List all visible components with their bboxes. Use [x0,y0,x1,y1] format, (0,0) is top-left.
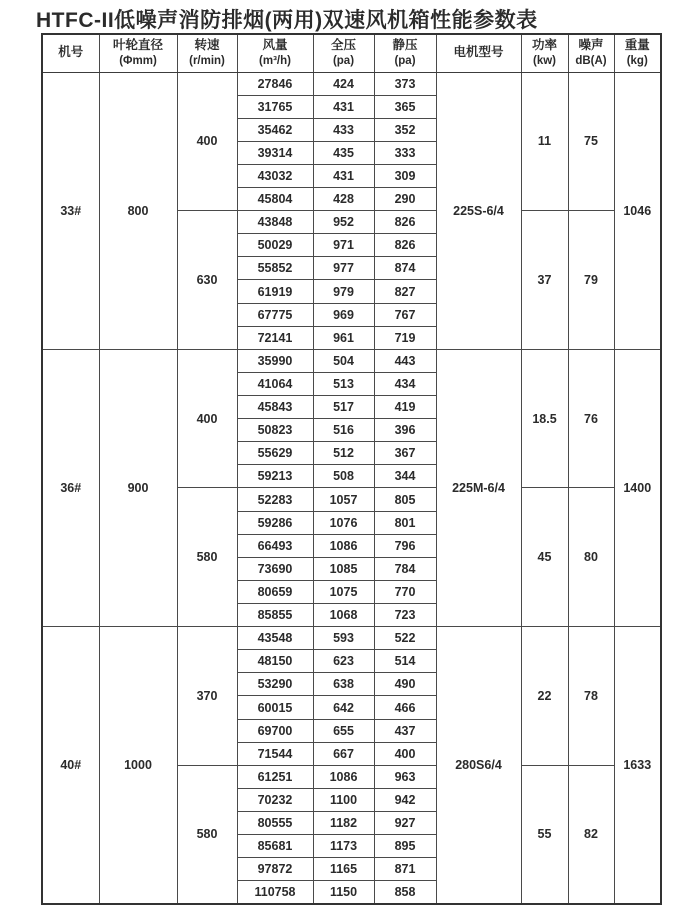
airflow-cell: 61919 [237,280,313,303]
noise-cell: 80 [568,488,614,627]
static-pressure-cell: 770 [374,580,436,603]
power-cell: 11 [521,72,568,211]
airflow-cell: 43548 [237,627,313,650]
total-pressure-cell: 977 [313,257,374,280]
airflow-cell: 31765 [237,95,313,118]
static-pressure-cell: 333 [374,141,436,164]
static-pressure-cell: 871 [374,858,436,881]
total-pressure-cell: 1086 [313,534,374,557]
total-pressure-cell: 424 [313,72,374,95]
airflow-cell: 71544 [237,742,313,765]
static-pressure-cell: 805 [374,488,436,511]
power-cell: 55 [521,765,568,904]
static-pressure-cell: 367 [374,442,436,465]
airflow-cell: 55629 [237,442,313,465]
airflow-cell: 85681 [237,835,313,858]
static-pressure-cell: 796 [374,534,436,557]
airflow-cell: 97872 [237,858,313,881]
airflow-cell: 50823 [237,419,313,442]
airflow-cell: 72141 [237,326,313,349]
airflow-cell: 60015 [237,696,313,719]
airflow-cell: 52283 [237,488,313,511]
airflow-cell: 35990 [237,349,313,372]
col-header-machine: 机号 [42,34,99,72]
static-pressure-cell: 309 [374,164,436,187]
total-pressure-cell: 1086 [313,765,374,788]
total-pressure-cell: 431 [313,164,374,187]
total-pressure-cell: 513 [313,372,374,395]
airflow-cell: 43848 [237,211,313,234]
static-pressure-cell: 373 [374,72,436,95]
table-body [42,72,661,904]
weight-cell: 1400 [614,349,661,626]
rpm-cell: 370 [177,627,237,766]
airflow-cell: 27846 [237,72,313,95]
total-pressure-cell: 1057 [313,488,374,511]
total-pressure-cell: 638 [313,673,374,696]
noise-cell: 79 [568,211,614,350]
airflow-cell: 70232 [237,788,313,811]
total-pressure-cell: 969 [313,303,374,326]
total-pressure-cell: 1150 [313,881,374,904]
static-pressure-cell: 443 [374,349,436,372]
airflow-cell: 80659 [237,580,313,603]
static-pressure-cell: 963 [374,765,436,788]
static-pressure-cell: 490 [374,673,436,696]
col-header-airflow: 风量 (m³/h) [237,34,313,72]
col-header-diameter: 叶轮直径 (Φmm) [99,34,177,72]
static-pressure-cell: 466 [374,696,436,719]
noise-cell: 82 [568,765,614,904]
col-header-power: 功率 (kw) [521,34,568,72]
static-pressure-cell: 858 [374,881,436,904]
airflow-cell: 59286 [237,511,313,534]
total-pressure-cell: 952 [313,211,374,234]
static-pressure-cell: 874 [374,257,436,280]
static-pressure-cell: 396 [374,419,436,442]
static-pressure-cell: 290 [374,188,436,211]
static-pressure-cell: 801 [374,511,436,534]
total-pressure-cell: 655 [313,719,374,742]
motor-cell: 225M-6/4 [436,349,521,626]
total-pressure-cell: 1100 [313,788,374,811]
static-pressure-cell: 400 [374,742,436,765]
total-pressure-cell: 1182 [313,812,374,835]
static-pressure-cell: 723 [374,604,436,627]
airflow-cell: 110758 [237,881,313,904]
machine-cell: 33# [42,72,99,349]
static-pressure-cell: 437 [374,719,436,742]
total-pressure-cell: 433 [313,118,374,141]
total-pressure-cell: 516 [313,419,374,442]
static-pressure-cell: 719 [374,326,436,349]
total-pressure-cell: 1173 [313,835,374,858]
diameter-cell: 1000 [99,627,177,904]
static-pressure-cell: 784 [374,557,436,580]
total-pressure-cell: 428 [313,188,374,211]
static-pressure-cell: 344 [374,465,436,488]
noise-cell: 78 [568,627,614,766]
static-pressure-cell: 826 [374,211,436,234]
total-pressure-cell: 431 [313,95,374,118]
static-pressure-cell: 419 [374,396,436,419]
total-pressure-cell: 971 [313,234,374,257]
static-pressure-cell: 942 [374,788,436,811]
rpm-cell: 580 [177,765,237,904]
total-pressure-cell: 504 [313,349,374,372]
static-pressure-cell: 365 [374,95,436,118]
total-pressure-cell: 1068 [313,604,374,627]
airflow-cell: 73690 [237,557,313,580]
weight-cell: 1633 [614,627,661,904]
airflow-cell: 55852 [237,257,313,280]
total-pressure-cell: 961 [313,326,374,349]
static-pressure-cell: 895 [374,835,436,858]
airflow-cell: 45804 [237,188,313,211]
static-pressure-cell: 826 [374,234,436,257]
airflow-cell: 50029 [237,234,313,257]
machine-cell: 36# [42,349,99,626]
page-title: HTFC-II低噪声消防排烟(两用)双速风机箱性能参数表 [36,9,538,32]
rpm-cell: 630 [177,211,237,350]
total-pressure-cell: 593 [313,627,374,650]
weight-cell: 1046 [614,72,661,349]
table-head [42,34,661,72]
col-header-static-pressure: 静压 (pa) [374,34,436,72]
static-pressure-cell: 434 [374,372,436,395]
total-pressure-cell: 667 [313,742,374,765]
airflow-cell: 53290 [237,673,313,696]
motor-cell: 280S6/4 [436,627,521,904]
diameter-cell: 900 [99,349,177,626]
total-pressure-cell: 512 [313,442,374,465]
airflow-cell: 85855 [237,604,313,627]
airflow-cell: 61251 [237,765,313,788]
noise-cell: 76 [568,349,614,488]
airflow-cell: 80555 [237,812,313,835]
static-pressure-cell: 352 [374,118,436,141]
total-pressure-cell: 623 [313,650,374,673]
diameter-cell: 800 [99,72,177,349]
airflow-cell: 35462 [237,118,313,141]
col-header-rpm: 转速 (r/min) [177,34,237,72]
total-pressure-cell: 1075 [313,580,374,603]
total-pressure-cell: 1076 [313,511,374,534]
power-cell: 37 [521,211,568,350]
static-pressure-cell: 522 [374,627,436,650]
static-pressure-cell: 927 [374,812,436,835]
airflow-cell: 69700 [237,719,313,742]
airflow-cell: 67775 [237,303,313,326]
static-pressure-cell: 514 [374,650,436,673]
static-pressure-cell: 767 [374,303,436,326]
airflow-cell: 66493 [237,534,313,557]
rpm-cell: 400 [177,349,237,488]
airflow-cell: 45843 [237,396,313,419]
total-pressure-cell: 1085 [313,557,374,580]
col-header-weight: 重量 (kg) [614,34,661,72]
airflow-cell: 48150 [237,650,313,673]
total-pressure-cell: 435 [313,141,374,164]
total-pressure-cell: 517 [313,396,374,419]
power-cell: 22 [521,627,568,766]
col-header-total-pressure: 全压 (pa) [313,34,374,72]
total-pressure-cell: 642 [313,696,374,719]
rpm-cell: 400 [177,72,237,211]
power-cell: 18.5 [521,349,568,488]
airflow-cell: 59213 [237,465,313,488]
col-header-noise: 噪声 dB(A) [568,34,614,72]
performance-table [41,33,662,905]
airflow-cell: 43032 [237,164,313,187]
motor-cell: 225S-6/4 [436,72,521,349]
machine-cell: 40# [42,627,99,904]
col-header-motor: 电机型号 [436,34,521,72]
noise-cell: 75 [568,72,614,211]
rpm-cell: 580 [177,488,237,627]
total-pressure-cell: 508 [313,465,374,488]
static-pressure-cell: 827 [374,280,436,303]
airflow-cell: 41064 [237,372,313,395]
total-pressure-cell: 979 [313,280,374,303]
total-pressure-cell: 1165 [313,858,374,881]
airflow-cell: 39314 [237,141,313,164]
power-cell: 45 [521,488,568,627]
